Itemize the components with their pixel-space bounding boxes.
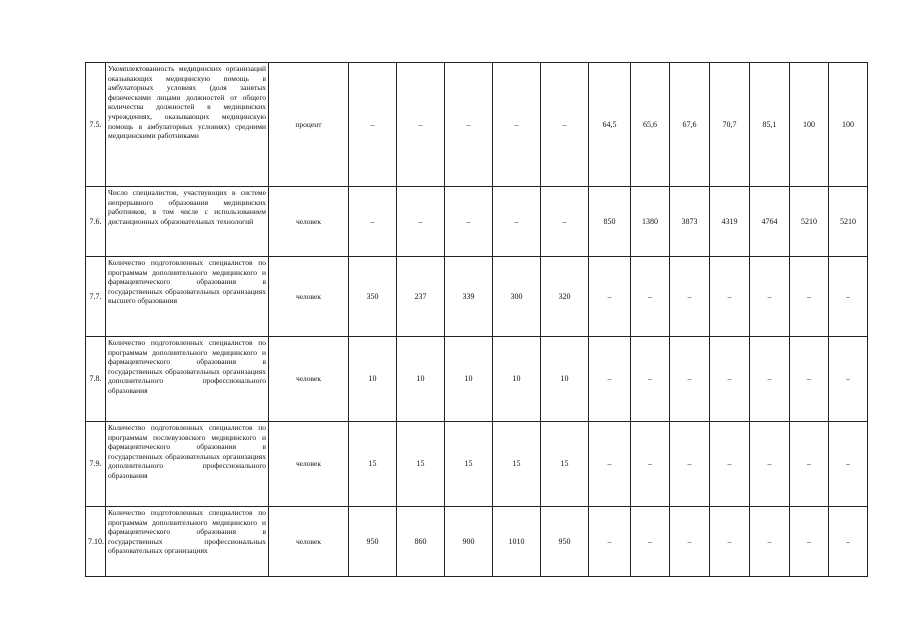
indicator-description: Количество подготовленных специалистов по программам дополнительного медицинского и фармацевтического образования в государственных образовательных организациях дополнительного профессионального образования (106, 337, 269, 422)
value-cell: 10 (397, 337, 445, 422)
value-cell: 15 (397, 422, 445, 507)
value-cell: – (670, 422, 710, 507)
value-cell: 70,7 (710, 63, 750, 187)
unit-of-measure: человек (269, 507, 349, 577)
value-cell: 350 (349, 257, 397, 337)
value-cell: – (750, 257, 790, 337)
value-cell: 1010 (493, 507, 541, 577)
value-cell: – (541, 187, 589, 257)
table-row (86, 337, 868, 422)
value-cell: – (445, 63, 493, 187)
value-cell: – (397, 63, 445, 187)
value-cell: 10 (445, 337, 493, 422)
value-cell: – (829, 507, 868, 577)
unit-of-measure: человек (269, 257, 349, 337)
value-cell: 850 (589, 187, 631, 257)
value-cell: – (349, 187, 397, 257)
unit-of-measure: человек (269, 337, 349, 422)
value-cell: 85,1 (750, 63, 790, 187)
value-cell: 860 (397, 507, 445, 577)
value-cell: – (349, 63, 397, 187)
indicator-table (85, 62, 868, 577)
value-cell: – (790, 422, 829, 507)
value-cell: 950 (349, 507, 397, 577)
unit-of-measure: процент (269, 63, 349, 187)
value-cell: 320 (541, 257, 589, 337)
indicator-description: Укомплектованность медицинских организаций оказывающих медицинскую помощь в амбулаторных условиях (доля занятых физическими лицами должностей от общего количества должностей в медицинских учреждениях, оказывающих медицинскую помощь в амбулаторных условиях) средними медицинскими работниками (106, 63, 269, 187)
value-cell: – (631, 507, 670, 577)
value-cell: 4319 (710, 187, 750, 257)
value-cell: – (829, 257, 868, 337)
value-cell: – (829, 422, 868, 507)
value-cell: – (631, 422, 670, 507)
value-cell: – (589, 337, 631, 422)
value-cell: – (710, 257, 750, 337)
value-cell: 64,5 (589, 63, 631, 187)
value-cell: 100 (790, 63, 829, 187)
value-cell: – (397, 187, 445, 257)
row-number: 7.5. (86, 63, 106, 187)
value-cell: – (710, 422, 750, 507)
value-cell: – (445, 187, 493, 257)
value-cell: – (541, 63, 589, 187)
value-cell: – (493, 187, 541, 257)
value-cell: 10 (493, 337, 541, 422)
value-cell: – (670, 337, 710, 422)
row-number: 7.9. (86, 422, 106, 507)
value-cell: – (790, 337, 829, 422)
value-cell: – (589, 257, 631, 337)
value-cell: – (750, 422, 790, 507)
value-cell: 15 (349, 422, 397, 507)
value-cell: 10 (541, 337, 589, 422)
unit-of-measure: человек (269, 187, 349, 257)
table-row (86, 422, 868, 507)
value-cell: 15 (445, 422, 493, 507)
table-row (86, 507, 868, 577)
table-row (86, 63, 868, 187)
value-cell: 15 (541, 422, 589, 507)
value-cell: 67,6 (670, 63, 710, 187)
value-cell: 950 (541, 507, 589, 577)
value-cell: – (750, 337, 790, 422)
table-row (86, 187, 868, 257)
value-cell: – (589, 507, 631, 577)
value-cell: 300 (493, 257, 541, 337)
value-cell: – (790, 507, 829, 577)
value-cell: – (670, 257, 710, 337)
value-cell: 237 (397, 257, 445, 337)
value-cell: 3873 (670, 187, 710, 257)
indicator-description: Число специалистов, участвующих в системе непрерывного образования медицинских работников, в том числе с использованием дистанционных образовательных технологий (106, 187, 269, 257)
row-number: 7.7. (86, 257, 106, 337)
value-cell: 15 (493, 422, 541, 507)
value-cell: 339 (445, 257, 493, 337)
value-cell: – (750, 507, 790, 577)
value-cell: – (710, 507, 750, 577)
value-cell: 1380 (631, 187, 670, 257)
value-cell: – (790, 257, 829, 337)
value-cell: 65,6 (631, 63, 670, 187)
value-cell: 5210 (790, 187, 829, 257)
value-cell: 900 (445, 507, 493, 577)
value-cell: 100 (829, 63, 868, 187)
value-cell: 10 (349, 337, 397, 422)
row-number: 7.10. (86, 507, 106, 577)
value-cell: – (670, 507, 710, 577)
value-cell: – (710, 337, 750, 422)
indicator-description: Количество подготовленных специалистов по программам дополнительного медицинского и фармацевтического образования в государственных профессиональных образовательных организациях (106, 507, 269, 577)
table-body (86, 63, 868, 577)
row-number: 7.6. (86, 187, 106, 257)
value-cell: 5210 (829, 187, 868, 257)
value-cell: 4764 (750, 187, 790, 257)
value-cell: – (631, 337, 670, 422)
value-cell: – (829, 337, 868, 422)
unit-of-measure: человек (269, 422, 349, 507)
indicator-description: Количество подготовленных специалистов по программам послевузовского медицинского и фармацевтического образования в государственных образовательных организациях дополнительного профессионального образования (106, 422, 269, 507)
table-row (86, 257, 868, 337)
value-cell: – (493, 63, 541, 187)
value-cell: – (631, 257, 670, 337)
value-cell: – (589, 422, 631, 507)
row-number: 7.8. (86, 337, 106, 422)
indicator-description: Количество подготовленных специалистов по программам дополнительного медицинского и фармацевтического образования в государственных образовательных организациях высшего образования (106, 257, 269, 337)
